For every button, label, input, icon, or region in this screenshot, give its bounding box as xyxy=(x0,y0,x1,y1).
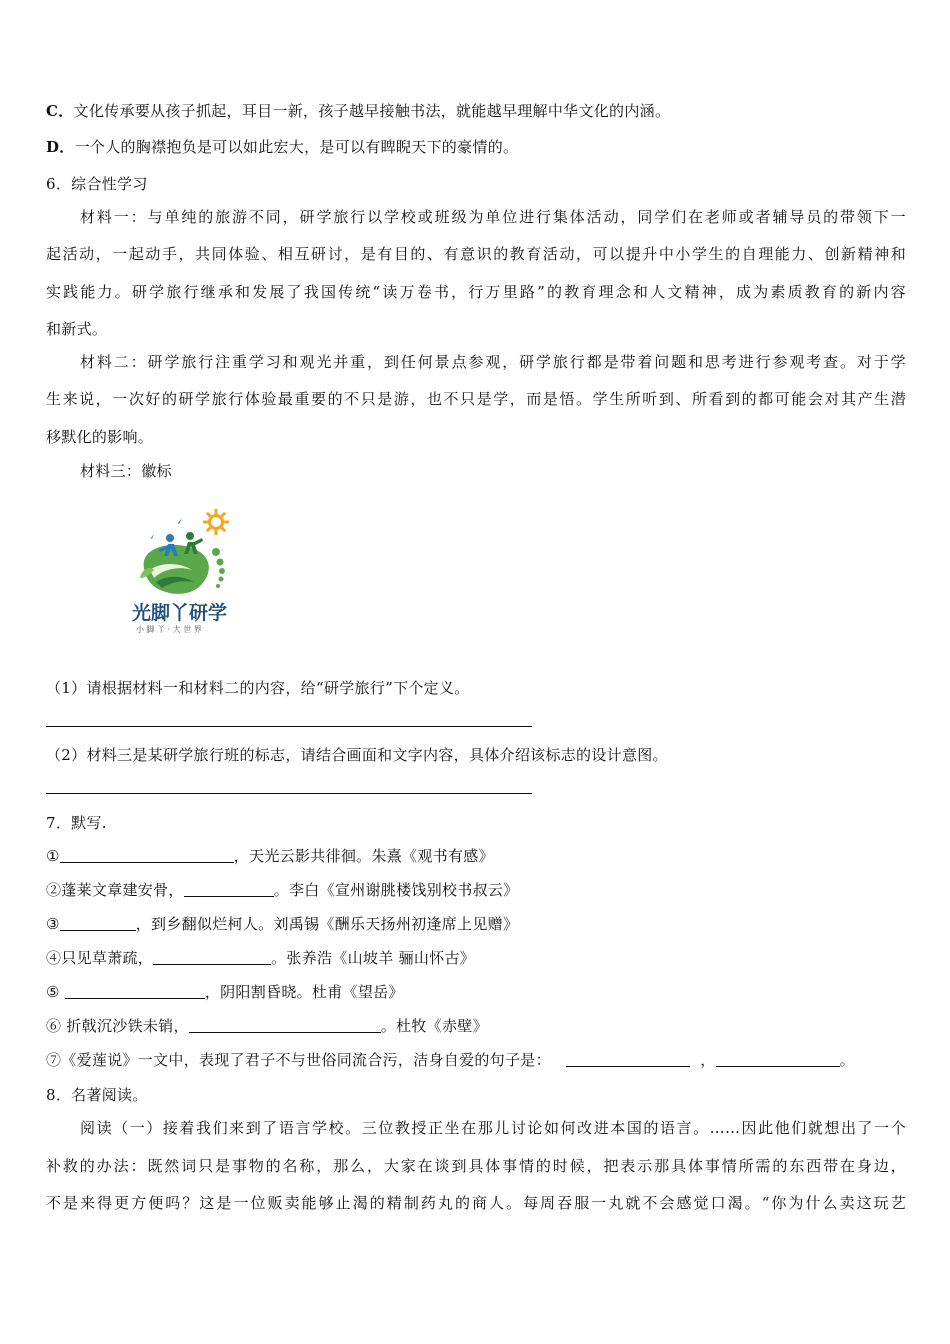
dictation-6-suffix: 。杜牧《赤壁》 xyxy=(380,1017,488,1035)
dictation-5-prefix: ⑤ xyxy=(46,983,65,1001)
dictation-1-blank[interactable] xyxy=(60,847,234,863)
material-1-line-3: 实践能力。研学旅行继承和发展了我国传统“读万卷书，行万里路”的教育理念和人文精神，成为素质教育的新内容 xyxy=(46,283,906,301)
dictation-5-suffix: ，阴阳割昏晓。杜甫《望岳》 xyxy=(204,983,404,1001)
material-1-line-4: 和新式。 xyxy=(46,320,108,338)
dictation-4-suffix: 。张养浩《山坡羊 骊山怀古》 xyxy=(271,949,476,967)
dictation-item-2 xyxy=(46,880,906,900)
material-1-line-1: 材料一：与单纯的旅游不同，研学旅行以学校或班级为单位进行集体活动，同学们在老师或者辅导员的带领下一 xyxy=(80,208,906,226)
dictation-item-7 xyxy=(46,1050,906,1070)
dictation-7-suffix: 。 xyxy=(839,1051,855,1069)
dictation-3-suffix: ，到乡翻似烂柯人。刘禹锡《酬乐天扬州初逢席上见赠》 xyxy=(135,915,519,933)
reading-line-1: 阅读（一）接着我们来到了语言学校。三位教授正坐在那儿讨论如何改进本国的语言。……因此他们就想出了一个 xyxy=(80,1119,906,1137)
answer-line-2[interactable] xyxy=(46,793,532,794)
dictation-2-suffix: 。李白《宣州谢朓楼饯别校书叔云》 xyxy=(273,881,519,899)
dictation-item-3 xyxy=(46,914,906,934)
question-7-title: 7．默写. xyxy=(46,814,107,832)
dictation-7-blank-b[interactable] xyxy=(716,1051,840,1067)
dictation-2-prefix: ②蓬莱文章建安骨， xyxy=(46,881,184,899)
option-c-label: C． xyxy=(46,102,74,120)
material-2-line-1: 材料二：研学旅行注重学习和观光并重，到任何景点参观，研学旅行都是带着问题和思考进行参观考查。对于学 xyxy=(80,353,906,371)
option-c-text: 文化传承要从孩子抓起，耳目一新，孩子越早接触书法，就能越早理解中华文化的内涵。 xyxy=(73,102,671,120)
dictation-4-blank[interactable] xyxy=(153,949,271,965)
dictation-item-5 xyxy=(46,982,906,1002)
reading-line-3: 不是来得更方便吗？这是一位贩卖能够止渴的精制药丸的商人。每周吞服一丸就不会感觉口渴。“你为什么卖这玩艺 xyxy=(46,1194,906,1212)
reading-line-2: 补救的办法：既然词只是事物的名称，那么，大家在谈到具体事情的时候，把表示那具体事情所需的东西带在身边， xyxy=(46,1157,906,1175)
dictation-item-1 xyxy=(46,846,906,866)
dictation-1-prefix: ① xyxy=(46,847,60,865)
question-6-title: 6．综合性学习 xyxy=(46,175,148,193)
option-d-text: 一个人的胸襟抱负是可以如此宏大，是可以有睥睨天下的豪情的。 xyxy=(74,138,519,156)
dictation-4-prefix: ④只见草萧疏， xyxy=(46,949,154,967)
dictation-item-4 xyxy=(46,948,906,968)
dictation-3-prefix: ③ xyxy=(46,915,60,933)
material-2-line-3: 移默化的影响。 xyxy=(46,428,154,446)
dictation-1-suffix: ，天光云影共徘徊。朱熹《观书有感》 xyxy=(233,847,494,865)
question-8-title: 8．名著阅读。 xyxy=(46,1086,148,1104)
dictation-6-prefix: ⑥ 折戟沉沙铁未销， xyxy=(46,1017,189,1035)
material-2-line-2: 生来说，一次好的研学旅行体验最重要的不只是游，也不只是学，而是悟。学生所听到、所看到的都可能会对其产生潜 xyxy=(46,390,906,408)
logo-main-text: 光脚丫研学 xyxy=(132,602,228,624)
dictation-7-blank-a[interactable] xyxy=(566,1051,690,1067)
logo-sub-text: 小 脚 丫 · 大 世 界 xyxy=(136,625,202,634)
dictation-item-6 xyxy=(46,1016,906,1036)
answer-line-1[interactable] xyxy=(46,726,532,727)
question-6-sub-1: （1）请根据材料一和材料二的内容，给“研学旅行”下个定义。 xyxy=(46,679,470,697)
dictation-7-prefix: ⑦《爱莲说》一文中，表现了君子不与世俗同流合污，洁身自爱的句子是： xyxy=(46,1051,551,1069)
dictation-6-blank[interactable] xyxy=(189,1017,381,1033)
dictation-5-blank[interactable] xyxy=(65,983,205,999)
question-6-sub-2: （2）材料三是某研学旅行班的标志，请结合画面和文字内容，具体介绍该标志的设计意图。 xyxy=(46,746,668,764)
option-c xyxy=(46,101,906,121)
option-d-label: D． xyxy=(46,138,75,156)
material-3-label: 材料三：徽标 xyxy=(80,462,172,480)
study-tour-logo xyxy=(130,508,245,638)
material-1-line-2: 起活动，一起动手，共同体验、相互研讨，是有目的、有意识的教育活动，可以提升中小学生的自理能力、创新精神和 xyxy=(46,245,906,263)
dictation-3-blank[interactable] xyxy=(60,915,136,931)
dictation-2-blank[interactable] xyxy=(184,881,274,897)
dictation-7-comma: ， xyxy=(700,1051,716,1069)
option-d xyxy=(46,137,906,157)
